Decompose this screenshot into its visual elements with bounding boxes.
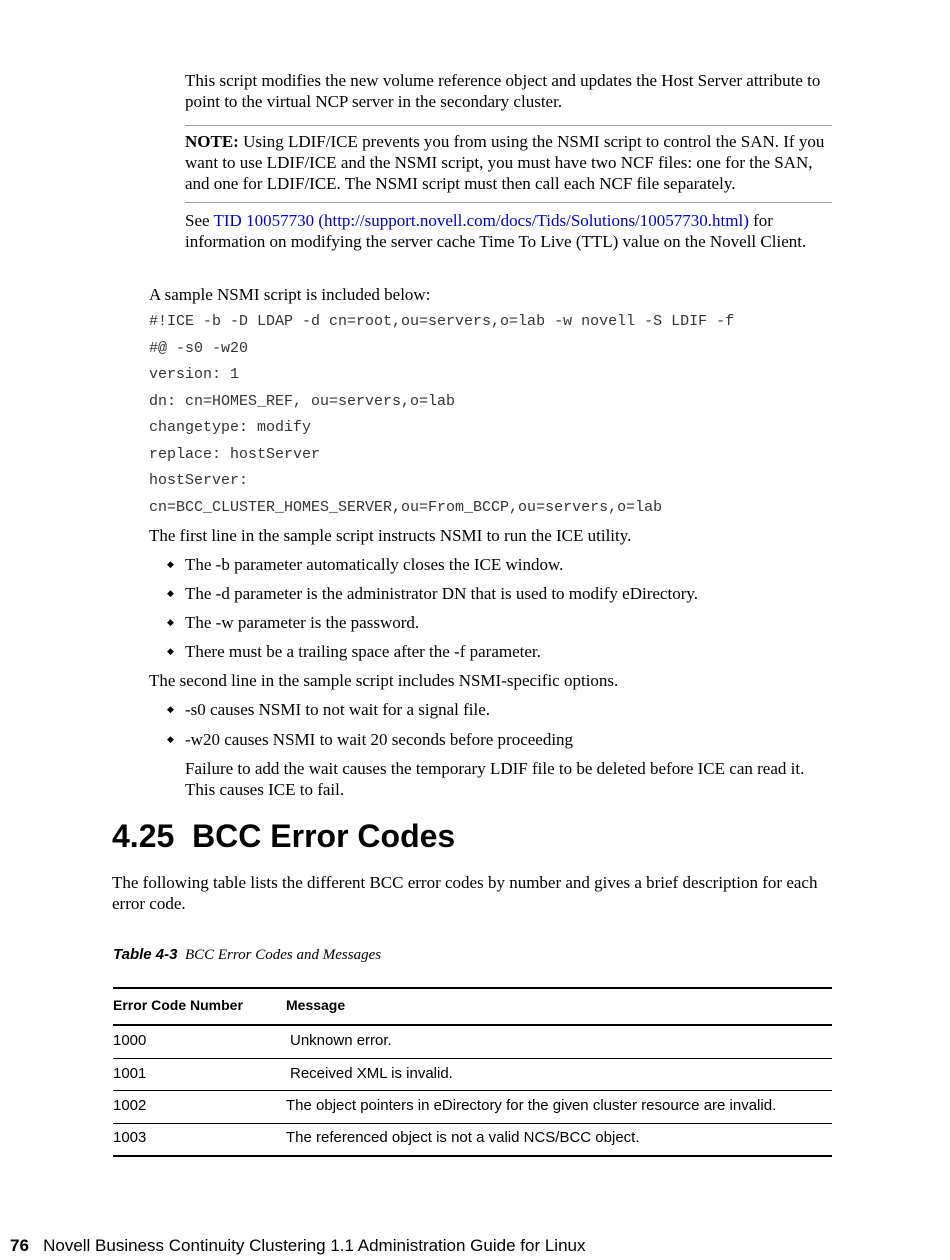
section-title: BCC Error Codes [192, 818, 456, 854]
section-heading [112, 818, 455, 855]
table-header-code: Error Code Number [113, 997, 243, 1013]
table-cell-message: The object pointers in eDirectory for the given cluster resource are invalid. [286, 1097, 777, 1114]
list-item: There must be a trailing space after the -f parameter. [185, 642, 541, 661]
note-top-rule [185, 125, 832, 126]
table-cell-code: 1000 [113, 1032, 147, 1049]
code-line: replace: hostServer [149, 446, 321, 463]
page-footer [10, 1236, 585, 1256]
section-description: The following table lists the different BCC error codes by number and gives a brief description for each error code. [112, 873, 818, 913]
table-cell-message: Unknown error. [290, 1032, 392, 1049]
table-top-rule [113, 987, 832, 989]
table-caption [113, 945, 381, 966]
see-suffix: for information on modifying the server cache Time To Live (TTL) value on the Novell Client. [185, 211, 807, 251]
diamond-bullet-icon: ◆ [167, 559, 174, 569]
footer-title: Novell Business Continuity Clustering 1.1 Administration Guide for Linux [43, 1236, 586, 1255]
intro-paragraph: This script modifies the new volume reference object and updates the Host Server attribute to point to the virtual NCP server in the secondary cluster. [185, 71, 821, 111]
note-block [185, 131, 832, 194]
tid-link[interactable]: TID 10057730 (http://support.novell.com/docs/Tids/Solutions/10057730.html) [213, 211, 749, 230]
code-line: #!ICE -b -D LDAP -d cn=root,ou=servers,o=lab -w novell -S LDIF -f [149, 313, 735, 330]
list-item: The -b parameter automatically closes the ICE window. [185, 555, 564, 574]
table-header-message: Message [286, 997, 346, 1013]
note-text: Using LDIF/ICE prevents you from using the NSMI script to control the SAN. If you want to use LDIF/ICE and the NSMI script, you must have two NCF files: one for the SAN, and one for LDIF/ICE. The NSMI script must then call each NCF file separately. [185, 132, 825, 193]
diamond-bullet-icon: ◆ [167, 646, 174, 656]
sample-intro: A sample NSMI script is included below: [149, 285, 431, 304]
diamond-bullet-icon: ◆ [167, 588, 174, 598]
table-cell-message: The referenced object is not a valid NCS/BCC object. [286, 1129, 640, 1146]
list-item: The -w parameter is the password. [185, 613, 420, 632]
table-row-rule [113, 1058, 832, 1059]
wait-note: Failure to add the wait causes the temporary LDIF file to be deleted before ICE can read it. This causes ICE to fail. [185, 759, 805, 799]
section-number: 4.25 [112, 818, 175, 854]
code-line: changetype: modify [149, 419, 312, 436]
code-line: cn=BCC_CLUSTER_HOMES_SERVER,ou=From_BCCP,ou=servers,o=lab [149, 499, 663, 516]
table-cell-code: 1001 [113, 1065, 147, 1082]
see-prefix: See [185, 211, 214, 230]
table-header-rule [113, 1024, 832, 1026]
first-line-explanation: The first line in the sample script instructs NSMI to run the ICE utility. [149, 526, 632, 545]
table-caption-text: BCC Error Codes and Messages [184, 947, 382, 963]
code-line: version: 1 [149, 366, 240, 383]
list-item: -s0 causes NSMI to not wait for a signal file. [185, 700, 490, 719]
table-row-rule [113, 1090, 832, 1091]
diamond-bullet-icon: ◆ [167, 734, 174, 744]
note-bottom-rule [185, 202, 832, 203]
table-caption-label: Table 4-3 [113, 946, 178, 963]
see-tid-paragraph [185, 210, 835, 252]
table-cell-code: 1003 [113, 1129, 147, 1146]
code-line: dn: cn=HOMES_REF, ou=servers,o=lab [149, 393, 456, 410]
diamond-bullet-icon: ◆ [167, 617, 174, 627]
note-label: NOTE: [185, 132, 239, 151]
page-number: 76 [10, 1236, 29, 1255]
list-item: The -d parameter is the administrator DN that is used to modify eDirectory. [185, 584, 698, 603]
table-cell-message: Received XML is invalid. [290, 1065, 453, 1082]
diamond-bullet-icon: ◆ [167, 704, 174, 714]
list-item: -w20 causes NSMI to wait 20 seconds before proceeding [185, 730, 574, 749]
table-row-rule [113, 1123, 832, 1124]
table-bottom-rule [113, 1155, 832, 1157]
code-line: hostServer: [149, 472, 249, 489]
second-line-explanation: The second line in the sample script includes NSMI-specific options. [149, 671, 619, 690]
code-line: #@ -s0 -w20 [149, 340, 249, 357]
table-cell-code: 1002 [113, 1097, 147, 1114]
